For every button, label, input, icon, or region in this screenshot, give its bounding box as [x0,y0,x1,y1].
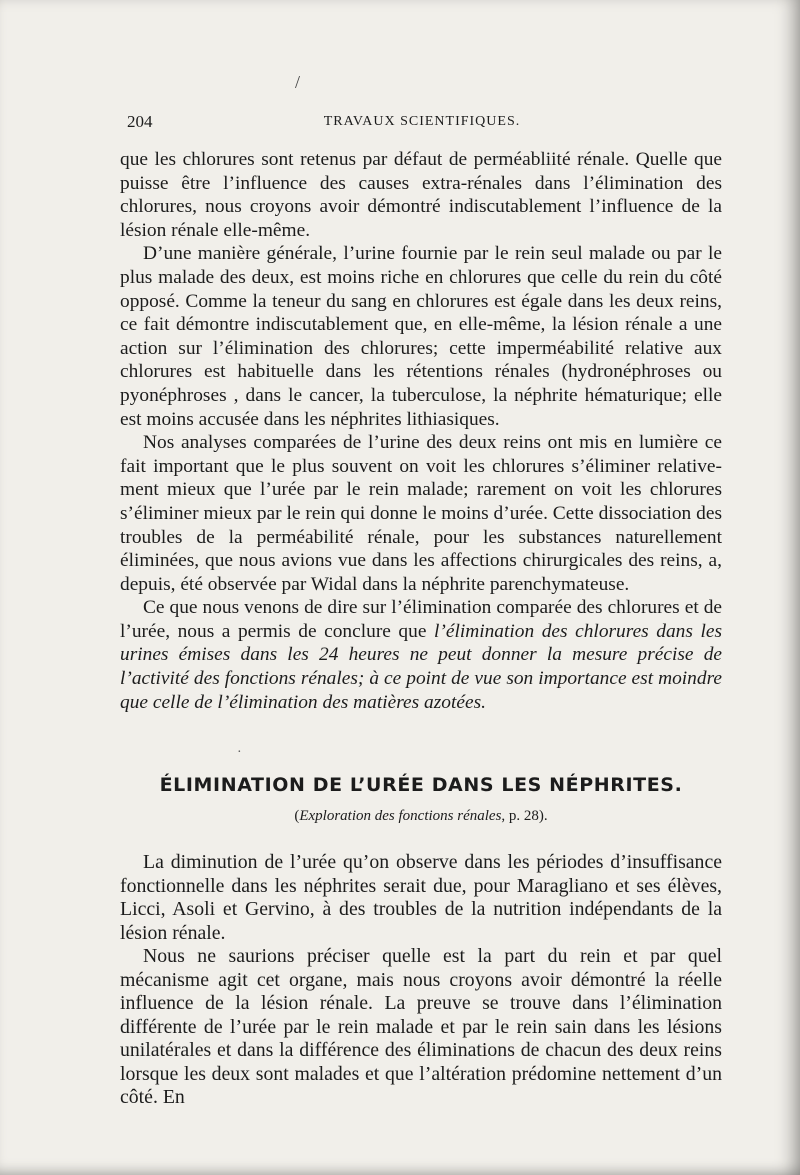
reference-italic: Exploration des fonctions rénales [299,808,502,824]
paragraph: Nos analyses comparées de l’urine des deux reins ont mis en lumière ce fait important que le plus souvent on voit les chlorures s’éliminer relativement mieux que l’urée par le rein malade; rarement on voit les chlorures s’éliminer mieux par le rein qui donne le moins d’urée. Cette dissociation des troubles de la perméabilité rénale, pour les substances naturellement éliminées, que nous avions vue dans les affections chirurgicales des reins, a, depuis, été observée par Widal dans la néphrite parenchymateuse. [120,432,722,595]
paragraph: que les chlorures sont retenus par défaut de perméabliité rénale. Quelle que puisse être l’influence des causes extra-rénales dans l’élimination des chlorures, nous croyons avoir démontré indiscutablement l’influence de la lésion rénale elle-même. [120,149,722,241]
paragraph: Nous ne saurions préciser quelle est la part du rein et par quel mécanisme agit cet organe, mais nous croyons avoir démontré la réelle influence de la lésion rénale. La preuve se trouve dans l’élimination différente de l’urée par le rein malade et par le rein sain dans les lésions unilatérales et dans la différence des éliminations de chacun des deux reins lorsque les deux sont malades et que l’altération prédomine nettement d’un côté. En [120,945,722,1108]
paragraph: D’une manière générale, l’urine fournie par le rein seul malade ou par le plus malade des deux, est moins riche en chlorures que celle du rein du côté opposé. Comme la teneur du sang en chlorures est égale dans les deux reins, ce fait démontre indiscutablement que, en elle-même, la lésion rénale a une action sur l’élimination des chlorures; cette imperméabilité relative aux chlorures est habituelle dans les rétentions rénales (hydronéphroses ou pyonéphroses , dans le cancer, la tuberculose, la néphrite hématurique; elle est moins accusée dans les néphrites lithiasiques. [120,243,722,430]
section-reference: (Exploration des fonctions rénales, p. 28). [294,808,548,824]
paragraph: La diminution de l’urée qu’on observe dans les périodes d’insuffisance fonctionnelle dans les néphrites serait due, pour Maragliano et ses élèves, Licci, Asoli et Gervino, à des troubles de la nutrition indépendants de la lésion rénale. [120,851,722,944]
body-text-bottom [120,851,722,1110]
section-heading: ÉLIMINATION DE L’URÉE DANS LES NÉPHRITES. [159,774,683,796]
reference-plain: , p. 28). [501,808,548,824]
conclusion-paragraph [120,596,722,714]
conclusion-plain: Ce que nous venons de dire sur l’élimination comparée des chlorures et de l’urée, nous a permis de conclure que [120,597,722,642]
section-dot: · [237,745,242,760]
page-header [127,112,717,136]
running-title: TRAVAUX SCIENTIFIQUES. [323,114,521,129]
stray-mark: / [295,72,301,92]
body-text-top [120,148,722,714]
page-number: 204 [127,112,153,131]
conclusion-italic: l’élimination des chlorures dans les urines émises dans les 24 heures ne peut donner la mesure précise de l’activité des fonctions rénales; à ce point de vue son importance est moindre que celle de l’élimination des matières azotées. [120,620,723,713]
